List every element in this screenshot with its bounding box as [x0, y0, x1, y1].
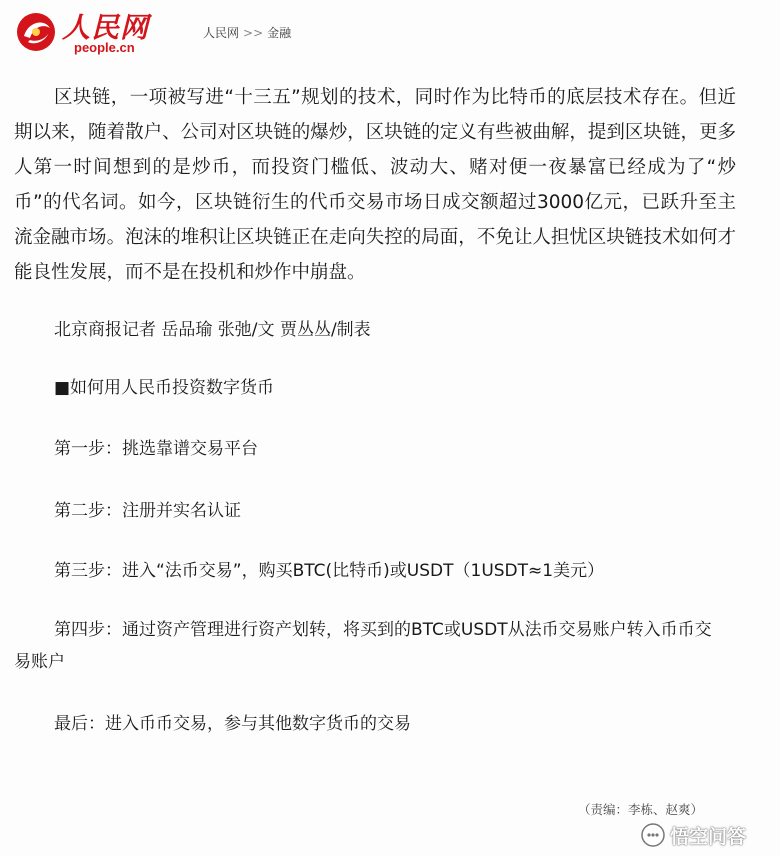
- section-title: ■如何用人民币投资数字货币: [54, 378, 275, 398]
- wukong-watermark: [640, 820, 774, 850]
- step-3: 第三步：进入“法币交易”，购买BTC(比特币)或USDT（1USDT≈1美元）: [54, 561, 605, 581]
- step-2: 第二步：注册并实名认证: [54, 501, 241, 521]
- breadcrumb-separator: >>: [243, 26, 264, 40]
- chat-bubble-icon: [640, 822, 666, 848]
- breadcrumb: [203, 24, 291, 41]
- step-4: 第四步：通过资产管理进行资产划转，将买到的BTC或USDT从法币交易账户转入币币交易账户: [14, 620, 712, 672]
- people-logo-icon: [14, 10, 58, 54]
- article-intro-paragraph: 区块链，一项被写进“十三五”规划的技术，同时作为比特币的底层技术存在。但近期以来，随着散户、公司对区块链的爆炒，区块链的定义有些被曲解，提到区块链，更多人第一时间想到的是炒币，而投资门槛低、波动大、赌对便一夜暴富已经成为了“炒币”的代名词。如今，区块链衍生的代币交易市场日成交额超过3000亿元，已跃升至主流金融市场。泡沫的堆积让区块链正在走向失控的局面，不免让人担忧区块链技术如何才能良性发展，而不是在投机和炒作中崩盘。: [14, 87, 736, 283]
- site-logo[interactable]: [14, 6, 154, 56]
- logo-wordmark-cn: 人民网: [62, 11, 150, 44]
- article-byline: 北京商报记者 岳品瑜 张弛/文 贾丛丛/制表: [54, 320, 371, 340]
- site-header: [0, 0, 780, 62]
- breadcrumb-item-home[interactable]: 人民网: [203, 26, 240, 40]
- article-body: [14, 80, 736, 290]
- editor-credit: （责编：李栋、赵爽）: [578, 802, 704, 817]
- step-1: 第一步：挑选靠谱交易平台: [54, 439, 258, 459]
- watermark-text: 悟空问答: [670, 826, 747, 848]
- final-step: 最后：进入币币交易，参与其他数字货币的交易: [54, 714, 411, 734]
- breadcrumb-item-finance[interactable]: 金融: [267, 26, 292, 40]
- logo-wordmark-en: people.cn: [74, 40, 135, 55]
